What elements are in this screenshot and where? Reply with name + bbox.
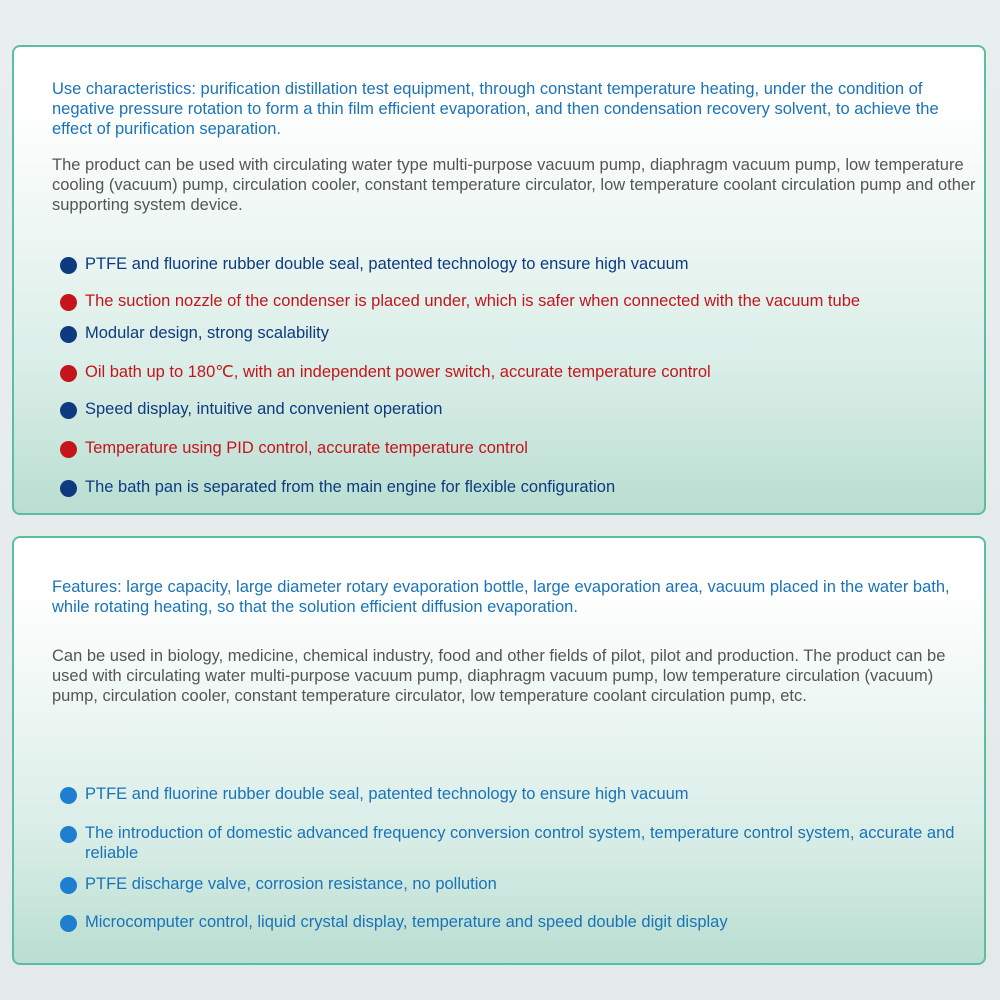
use-characteristics-text: Use characteristics: purification distillation test equipment, through constant temperature heating, under the condition of negative pressure rotation to form a thin film efficient evaporation, and then condensation recovery solvent, to achieve the effect of purification separation. bbox=[52, 80, 939, 138]
list-item bbox=[60, 291, 980, 311]
bullet-text: PTFE and fluorine rubber double seal, patented technology to ensure high vacuum bbox=[85, 255, 689, 273]
bullet-text: Speed display, intuitive and convenient operation bbox=[85, 400, 443, 418]
compatibility-text: The product can be used with circulating water type multi-purpose vacuum pump, diaphragm vacuum pump, low temperature cooling (vacuum) pump, circulation cooler, constant temperature circulator, low temperature coolant circulation pump and other supporting system device. bbox=[52, 156, 976, 214]
characteristics-panel bbox=[12, 45, 986, 515]
list-item bbox=[60, 254, 980, 274]
features-panel bbox=[12, 536, 986, 965]
bullet-dot-icon bbox=[60, 257, 77, 274]
bullet-dot-icon bbox=[60, 294, 77, 311]
bullet-dot-icon bbox=[60, 441, 77, 458]
list-item bbox=[60, 323, 980, 343]
bullet-dot-icon bbox=[60, 365, 77, 382]
bullet-dot-icon bbox=[60, 826, 77, 843]
bullet-text: Oil bath up to 180℃, with an independent power switch, accurate temperature control bbox=[85, 363, 711, 381]
bullet-text: The introduction of domestic advanced frequency conversion control system, temperature control system, accurate and reliable bbox=[85, 824, 955, 862]
bullet-text: Temperature using PID control, accurate temperature control bbox=[85, 439, 528, 457]
bullet-dot-icon bbox=[60, 326, 77, 343]
list-item bbox=[60, 874, 980, 894]
usage-text: Can be used in biology, medicine, chemical industry, food and other fields of pilot, pilot and production. The product can be used with circulating water multi-purpose vacuum pump, diaphragm vacuum pump, low temperature circulation (vacuum) pump, circulation cooler, constant temperature circulator, low temperature coolant circulation pump, etc. bbox=[52, 647, 946, 705]
bullet-text: The bath pan is separated from the main engine for flexible configuration bbox=[85, 478, 616, 496]
features-text: Features: large capacity, large diameter rotary evaporation bottle, large evaporation area, vacuum placed in the water bath, while rotating heating, so that the solution efficient diffusion evaporation. bbox=[52, 578, 950, 616]
bullet-dot-icon bbox=[60, 402, 77, 419]
bullet-text: Microcomputer control, liquid crystal display, temperature and speed double digit display bbox=[85, 913, 728, 931]
list-item bbox=[60, 912, 980, 932]
list-item bbox=[60, 438, 980, 458]
list-item bbox=[60, 477, 980, 497]
bullet-dot-icon bbox=[60, 877, 77, 894]
bullet-text: PTFE and fluorine rubber double seal, patented technology to ensure high vacuum bbox=[85, 785, 689, 803]
bullet-dot-icon bbox=[60, 787, 77, 804]
list-item bbox=[60, 823, 960, 863]
bullet-text: Modular design, strong scalability bbox=[85, 324, 329, 342]
bullet-text: PTFE discharge valve, corrosion resistance, no pollution bbox=[85, 875, 497, 893]
list-item bbox=[60, 399, 980, 419]
bullet-text: The suction nozzle of the condenser is placed under, which is safer when connected with the vacuum tube bbox=[85, 292, 861, 310]
list-item bbox=[60, 362, 980, 382]
bullet-dot-icon bbox=[60, 915, 77, 932]
list-item bbox=[60, 784, 980, 804]
bullet-dot-icon bbox=[60, 480, 77, 497]
